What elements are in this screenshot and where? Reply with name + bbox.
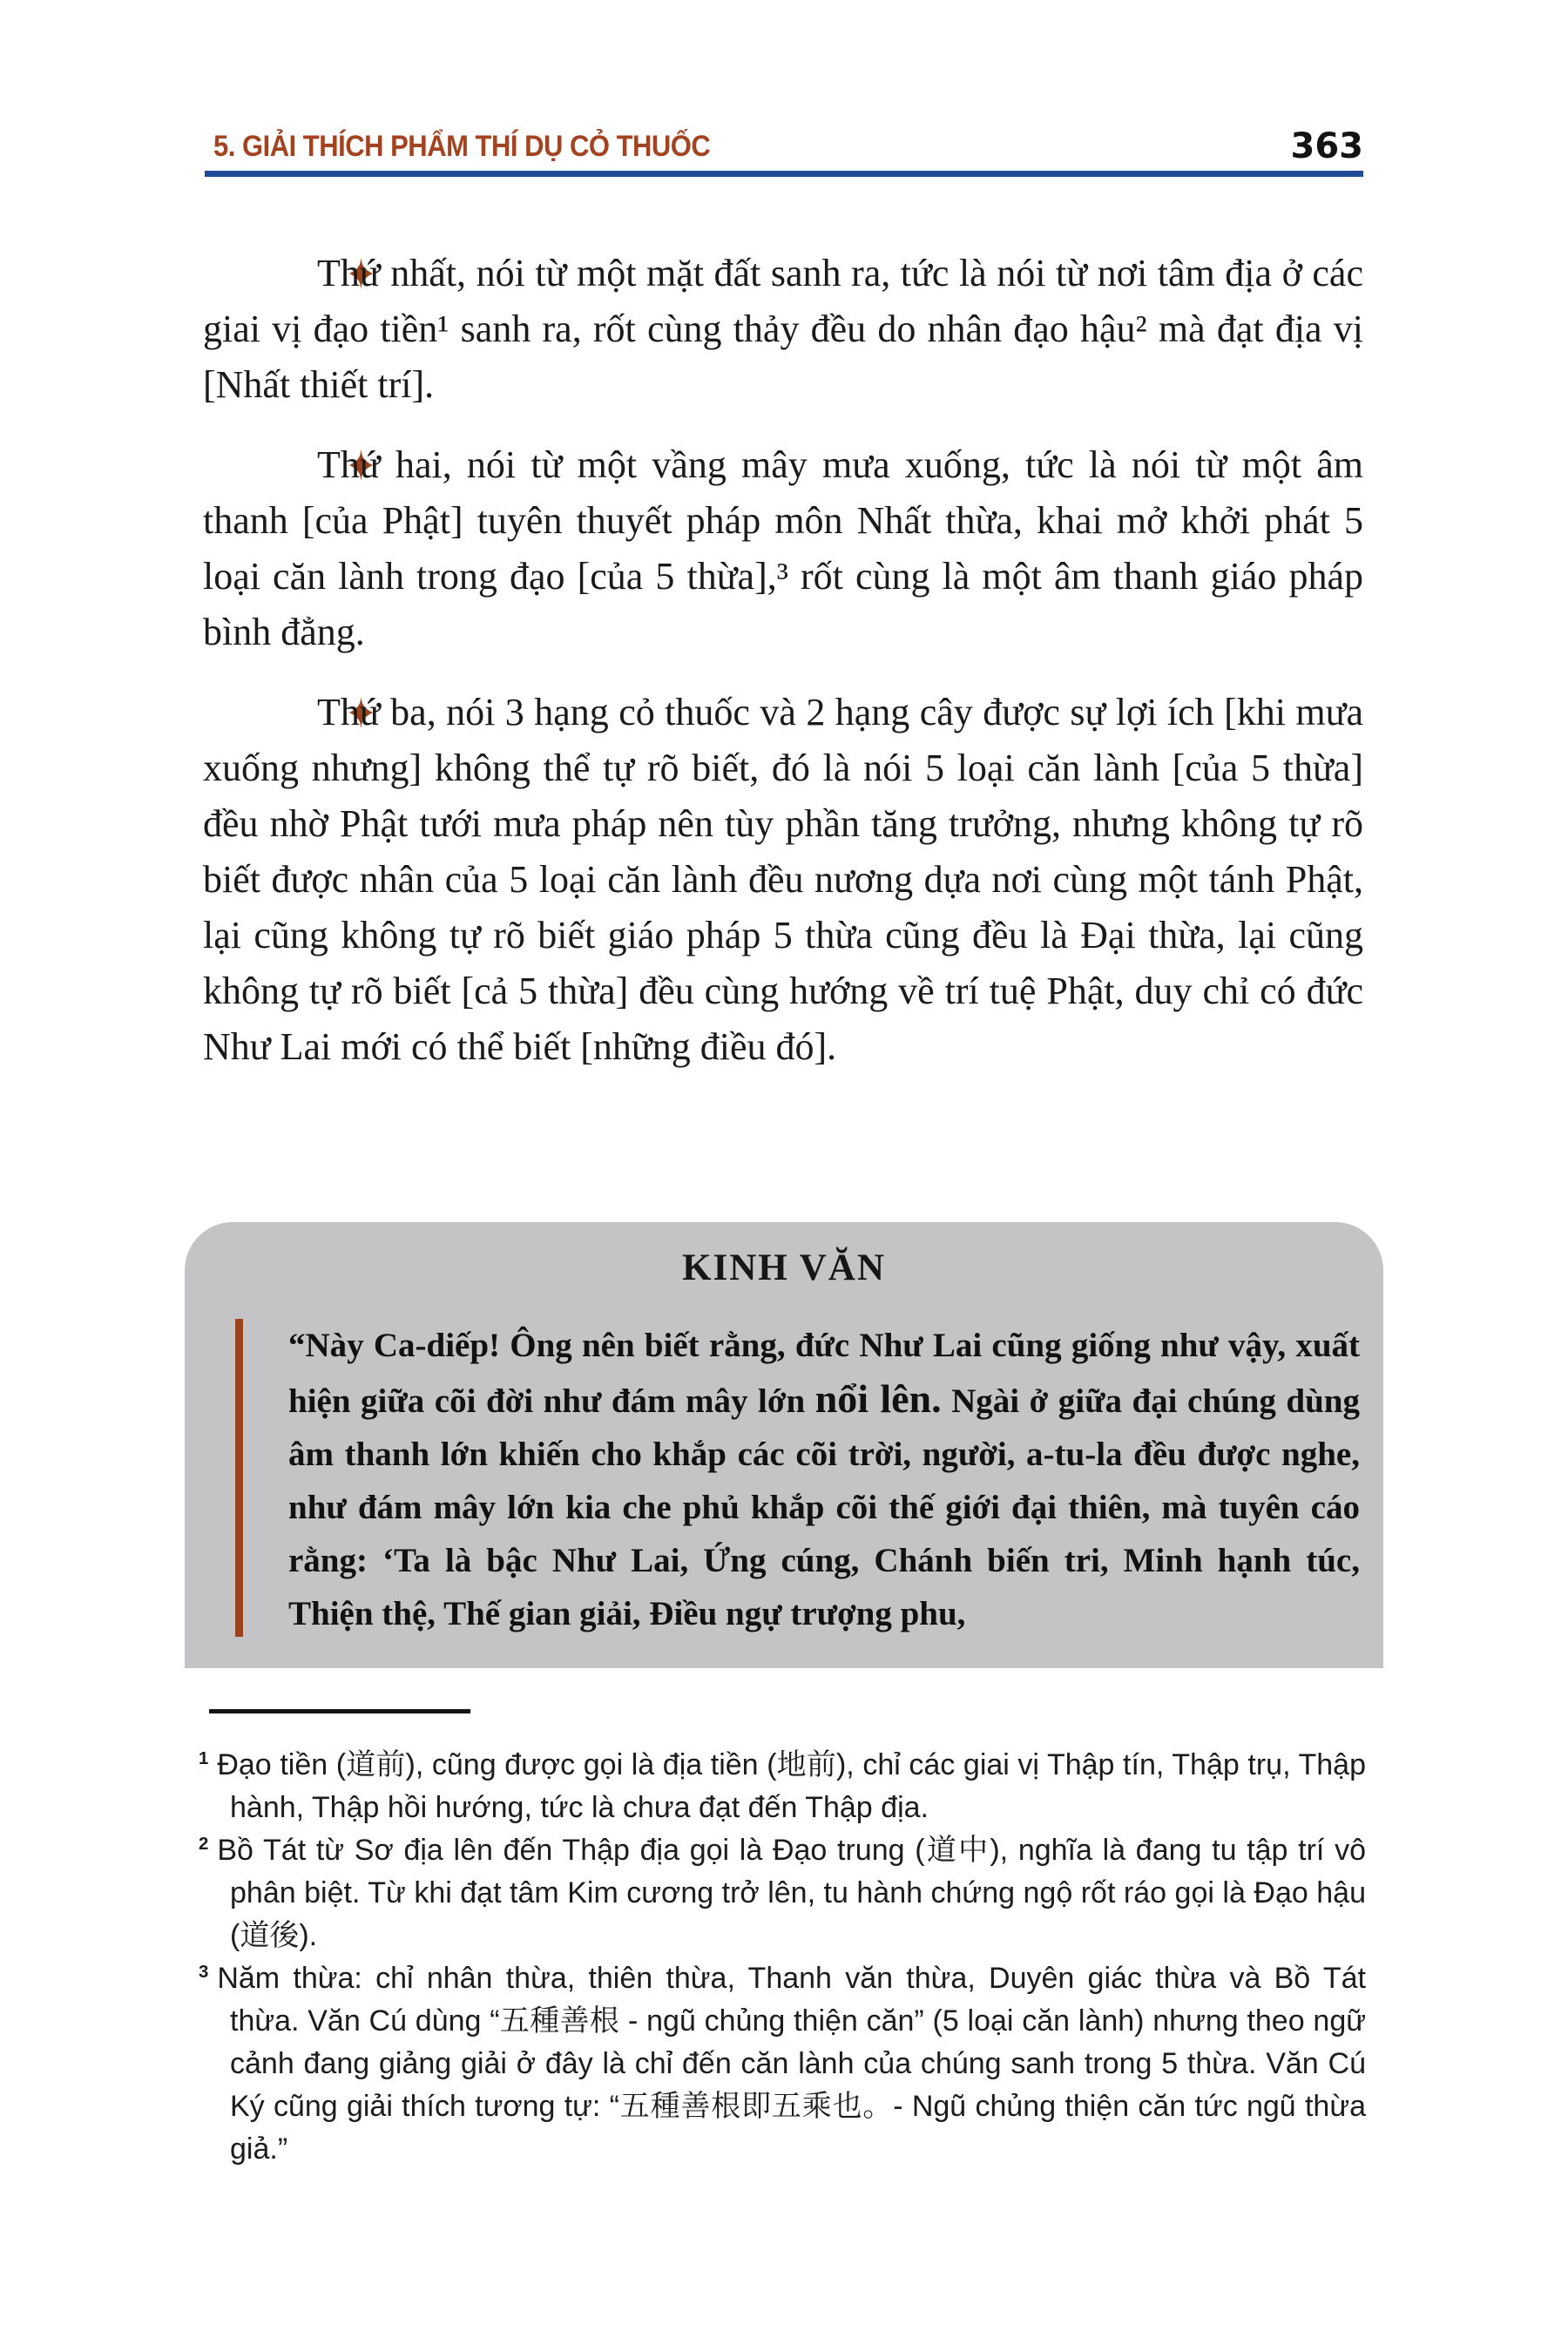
footnote-1-marker: 1	[199, 1748, 209, 1768]
footnotes	[199, 1744, 1366, 2171]
paragraph-1-text: Thứ nhất, nói từ một mặt đất sanh ra, tức là nói từ nơi tâm địa ở các giai vị đạo tiền¹ sanh ra, rốt cùng thảy đều do nhân đạo hậu² mà đạt địa vị [Nhất thiết trí].	[203, 252, 1363, 406]
kinh-van-box	[185, 1222, 1383, 1668]
quote-left-bar	[235, 1319, 243, 1637]
footnote-2-marker: 2	[199, 1834, 209, 1854]
sutra-quote-part2-large: nổi lên.	[814, 1376, 942, 1421]
page-number: 363	[1290, 126, 1363, 166]
paragraph-2-text: Thứ hai, nói từ một vầng mây mưa xuống, tức là nói từ một âm thanh [của Phật] tuyên thuyết pháp môn Nhất thừa, khai mở khởi phát 5 loại căn lành trong đạo [của 5 thừa],³ rốt cùng là một âm thanh giáo pháp bình đẳng.	[203, 443, 1363, 653]
star-bullet-icon	[276, 688, 300, 720]
header-rule	[205, 171, 1363, 177]
footnote-1	[199, 1744, 1366, 1829]
sutra-quote-text	[288, 1319, 1360, 1640]
paragraph-3-text: Thứ ba, nói 3 hạng cỏ thuốc và 2 hạng cây được sự lợi ích [khi mưa xuống nhưng] không thể tự rõ biết, đó là nói 5 loại căn lành [của 5 thừa] đều nhờ Phật tưới mưa pháp nên tùy phần tăng trưởng, nhưng không tự rõ biết được nhân của 5 loại căn lành đều nương dựa nơi cùng một tánh Phật, lại cũng không tự rõ biết giáo pháp 5 thừa cũng đều là Đại thừa, lại cũng không tự rõ biết [cả 5 thừa] đều cùng hướng về trí tuệ Phật, duy chỉ có đức Như Lai mới có thể biết [những điều đó].	[203, 691, 1363, 1068]
sutra-quote-part3: Ngài ở giữa đại chúng dùng âm thanh lớn khiến cho khắp các cõi trời, người, a-tu-la đều được nghe, như đám mây lớn kia che phủ khắp cõi thế giới đại thiên, mà tuyên cáo rằng: ‘Ta là bậc Như Lai, Ứng cúng, Chánh biến tri, Minh hạnh túc, Thiện thệ, Thế gian giải, Điều ngự trượng phu,	[288, 1382, 1360, 1632]
paragraph-1	[203, 246, 1363, 413]
footnote-1-text: Đạo tiền (道前), cũng được gọi là địa tiền (地前), chỉ các giai vị Thập tín, Thập trụ, Thập hành, Thập hồi hướng, tức là chưa đạt đến Thập địa.	[217, 1748, 1366, 1824]
sutra-quote	[235, 1319, 1363, 1640]
footnote-2-text: Bồ Tát từ Sơ địa lên đến Thập địa gọi là Đạo trung (道中), nghĩa là đang tu tập trí vô phân biệt. Từ khi đạt tâm Kim cương trở lên, tu hành chứng ngộ rốt ráo gọi là Đạo hậu (道後).	[217, 1834, 1366, 1952]
chapter-title: 5. GIẢI THÍCH PHẨM THÍ DỤ CỎ THUỐC	[213, 128, 711, 163]
star-bullet-icon	[276, 249, 300, 280]
footnote-separator	[209, 1709, 470, 1713]
paragraph-3	[203, 685, 1363, 1075]
footnote-2	[199, 1829, 1366, 1957]
star-bullet-icon	[276, 441, 300, 472]
running-head	[205, 126, 1363, 166]
footnote-3-text: Năm thừa: chỉ nhân thừa, thiên thừa, Thanh văn thừa, Duyên giác thừa và Bồ Tát thừa. Văn Cú dùng “五種善根 - ngũ chủng thiện căn” (5 loại căn lành) nhưng theo ngữ cảnh đang giảng giải ở đây là chỉ đến căn lành của chúng sanh trong 5 thừa. Văn Cú Ký cũng giải thích tương tự: “五種善根即五乘也。- Ngũ chủng thiện căn tức ngũ thừa giả.”	[217, 1962, 1366, 2166]
body-text	[203, 246, 1363, 1099]
sutra-quote-part1: “Này Ca-diếp! Ông nên biết rằng, đức Như Lai cũng giống như vậy, xuất hiện giữa cõi đời như đám mây lớn	[288, 1327, 1360, 1420]
footnote-3-marker: 3	[199, 1962, 209, 1982]
kinh-van-title: KINH VĂN	[682, 1247, 886, 1288]
footnote-3	[199, 1957, 1366, 2171]
paragraph-2	[203, 437, 1363, 660]
